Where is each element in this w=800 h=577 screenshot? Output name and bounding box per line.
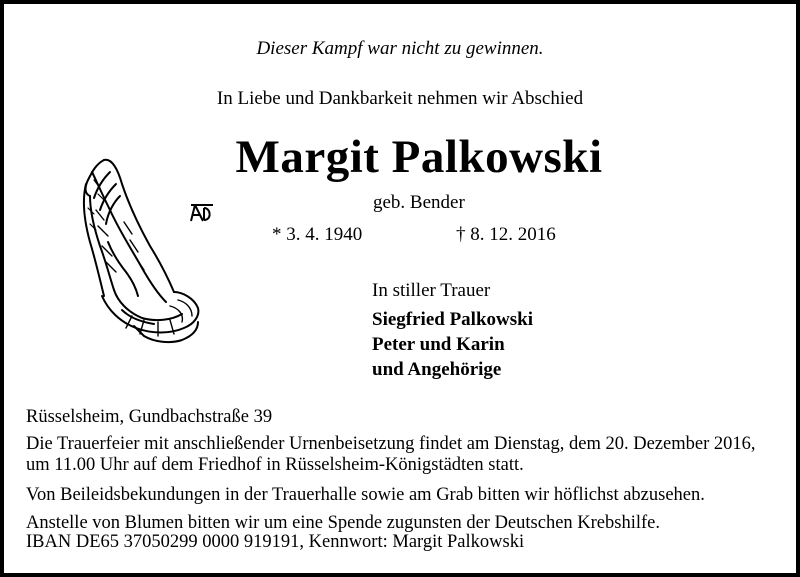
- mourning-label: In stiller Trauer: [372, 280, 491, 301]
- mourner: Peter und Karin: [372, 334, 505, 355]
- donation-line-2: IBAN DE65 37050299 0000 919191, Kennwort: Margit Palkowski: [26, 532, 525, 552]
- service-info-line-2: um 11.00 Uhr auf dem Friedhof in Rüsselsheim-Königstädten statt.: [26, 455, 524, 475]
- birth-date: * 3. 4. 1940: [272, 224, 363, 245]
- deceased-name: Margit Palkowski: [235, 131, 603, 183]
- condolences-note: Von Beileidsbekundungen in der Trauerhalle sowie am Grab bitten wir höflichst abzusehen.: [26, 485, 705, 505]
- duerer-monogram-icon: [189, 201, 215, 223]
- address: Rüsselsheim, Gundbachstraße 39: [26, 407, 273, 427]
- mourner: und Angehörige: [372, 359, 502, 380]
- death-date: † 8. 12. 2016: [456, 224, 556, 245]
- service-info-line-1: Die Trauerfeier mit anschließender Urnenbeisetzung findet am Dienstag, dem 20. Dezember 2016,: [26, 434, 756, 454]
- donation-line-1: Anstelle von Blumen bitten wir um eine Spende zugunsten der Deutschen Krebshilfe.: [26, 513, 660, 533]
- praying-hands-icon: [74, 150, 224, 350]
- birth-name: geb. Bender: [373, 192, 465, 213]
- farewell-line: In Liebe und Dankbarkeit nehmen wir Abschied: [216, 88, 584, 109]
- motto: Dieser Kampf war nicht zu gewinnen.: [256, 38, 544, 59]
- mourner: Siegfried Palkowski: [372, 309, 533, 330]
